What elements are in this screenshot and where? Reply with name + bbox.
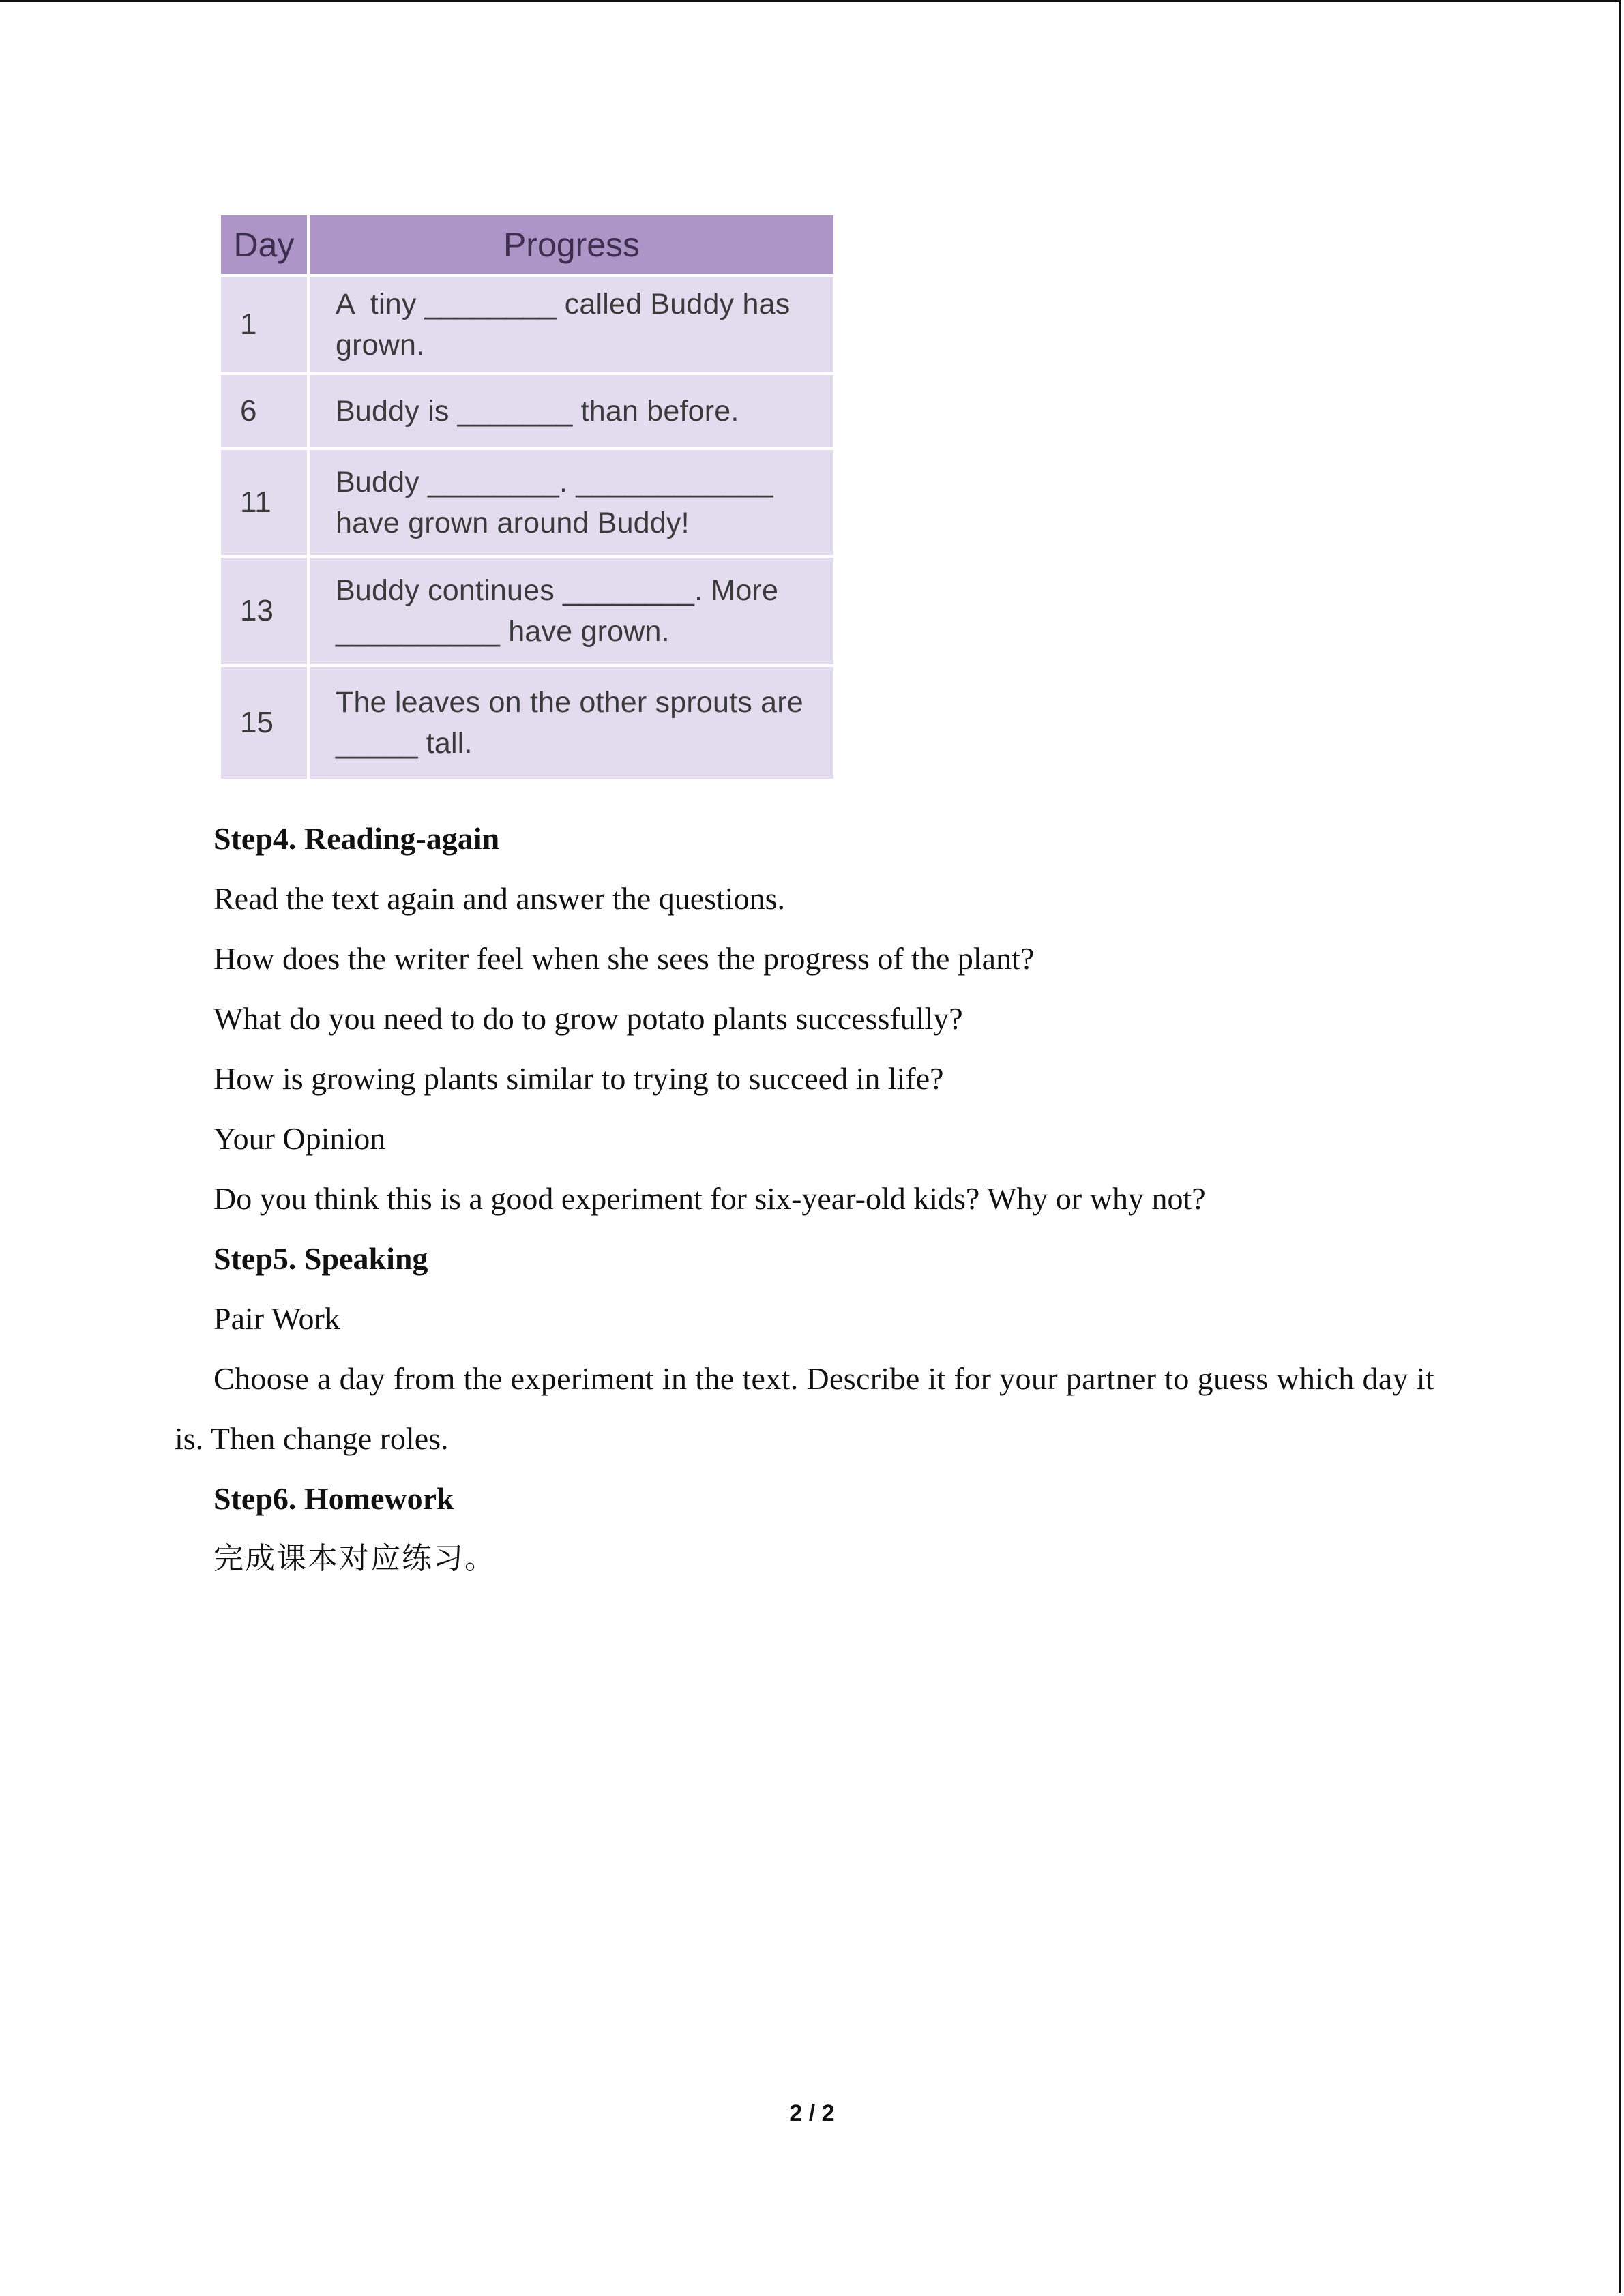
day-cell: 13	[221, 558, 307, 664]
table-row	[221, 450, 833, 555]
progress-line: _____ tall.	[336, 727, 473, 760]
table-row	[221, 667, 833, 779]
page-number: 2 / 2	[789, 2100, 835, 2126]
progress-line: have grown around Buddy!	[336, 507, 690, 539]
progress-cell	[310, 277, 833, 372]
step4-instruction: Read the text again and answer the questions.	[213, 881, 785, 916]
step4-heading: Step4. Reading-again	[213, 821, 500, 856]
progress-line: Buddy continues ________. More	[336, 574, 779, 607]
progress-cell	[310, 375, 833, 447]
header-progress: Progress	[310, 215, 833, 274]
progress-table-figure	[218, 213, 839, 784]
pair-work-label: Pair Work	[213, 1301, 340, 1336]
progress-line: Buddy ________. ____________	[336, 466, 773, 498]
speaking-instruction-line-1: Choose a day from the experiment in the text. Describe it for your partner to guess which day it	[213, 1361, 1435, 1396]
progress-line: The leaves on the other sprouts are	[336, 686, 803, 719]
question-3: How is growing plants similar to trying to succeed in life?	[213, 1061, 944, 1096]
progress-cell	[310, 667, 833, 779]
day-cell: 11	[221, 450, 307, 555]
progress-line: A tiny ________ called Buddy has	[336, 288, 791, 320]
day-cell: 6	[221, 375, 307, 447]
day-cell: 1	[221, 277, 307, 372]
table-row	[221, 375, 833, 447]
day-cell: 15	[221, 667, 307, 779]
table-row	[221, 277, 833, 372]
header-day: Day	[221, 215, 307, 274]
progress-line: grown.	[336, 329, 425, 361]
table-row	[221, 558, 833, 664]
step6-heading: Step6. Homework	[213, 1481, 454, 1516]
opinion-question: Do you think this is a good experiment for six-year-old kids? Why or why not?	[213, 1181, 1206, 1216]
progress-cell	[310, 558, 833, 664]
question-1: How does the writer feel when she sees the progress of the plant?	[213, 941, 1035, 976]
progress-table	[218, 213, 836, 781]
progress-line: __________ have grown.	[336, 615, 670, 648]
progress-cell	[310, 450, 833, 555]
opinion-heading: Your Opinion	[213, 1121, 386, 1156]
speaking-instruction-line-2: is. Then change roles.	[175, 1421, 449, 1456]
step5-heading: Step5. Speaking	[213, 1241, 428, 1276]
progress-line: Buddy is _______ than before.	[336, 395, 739, 428]
homework-text: 完成课本对应练习。	[213, 1541, 496, 1576]
question-2: What do you need to do to grow potato plants successfully?	[213, 1001, 963, 1036]
table-header-row	[221, 215, 833, 274]
